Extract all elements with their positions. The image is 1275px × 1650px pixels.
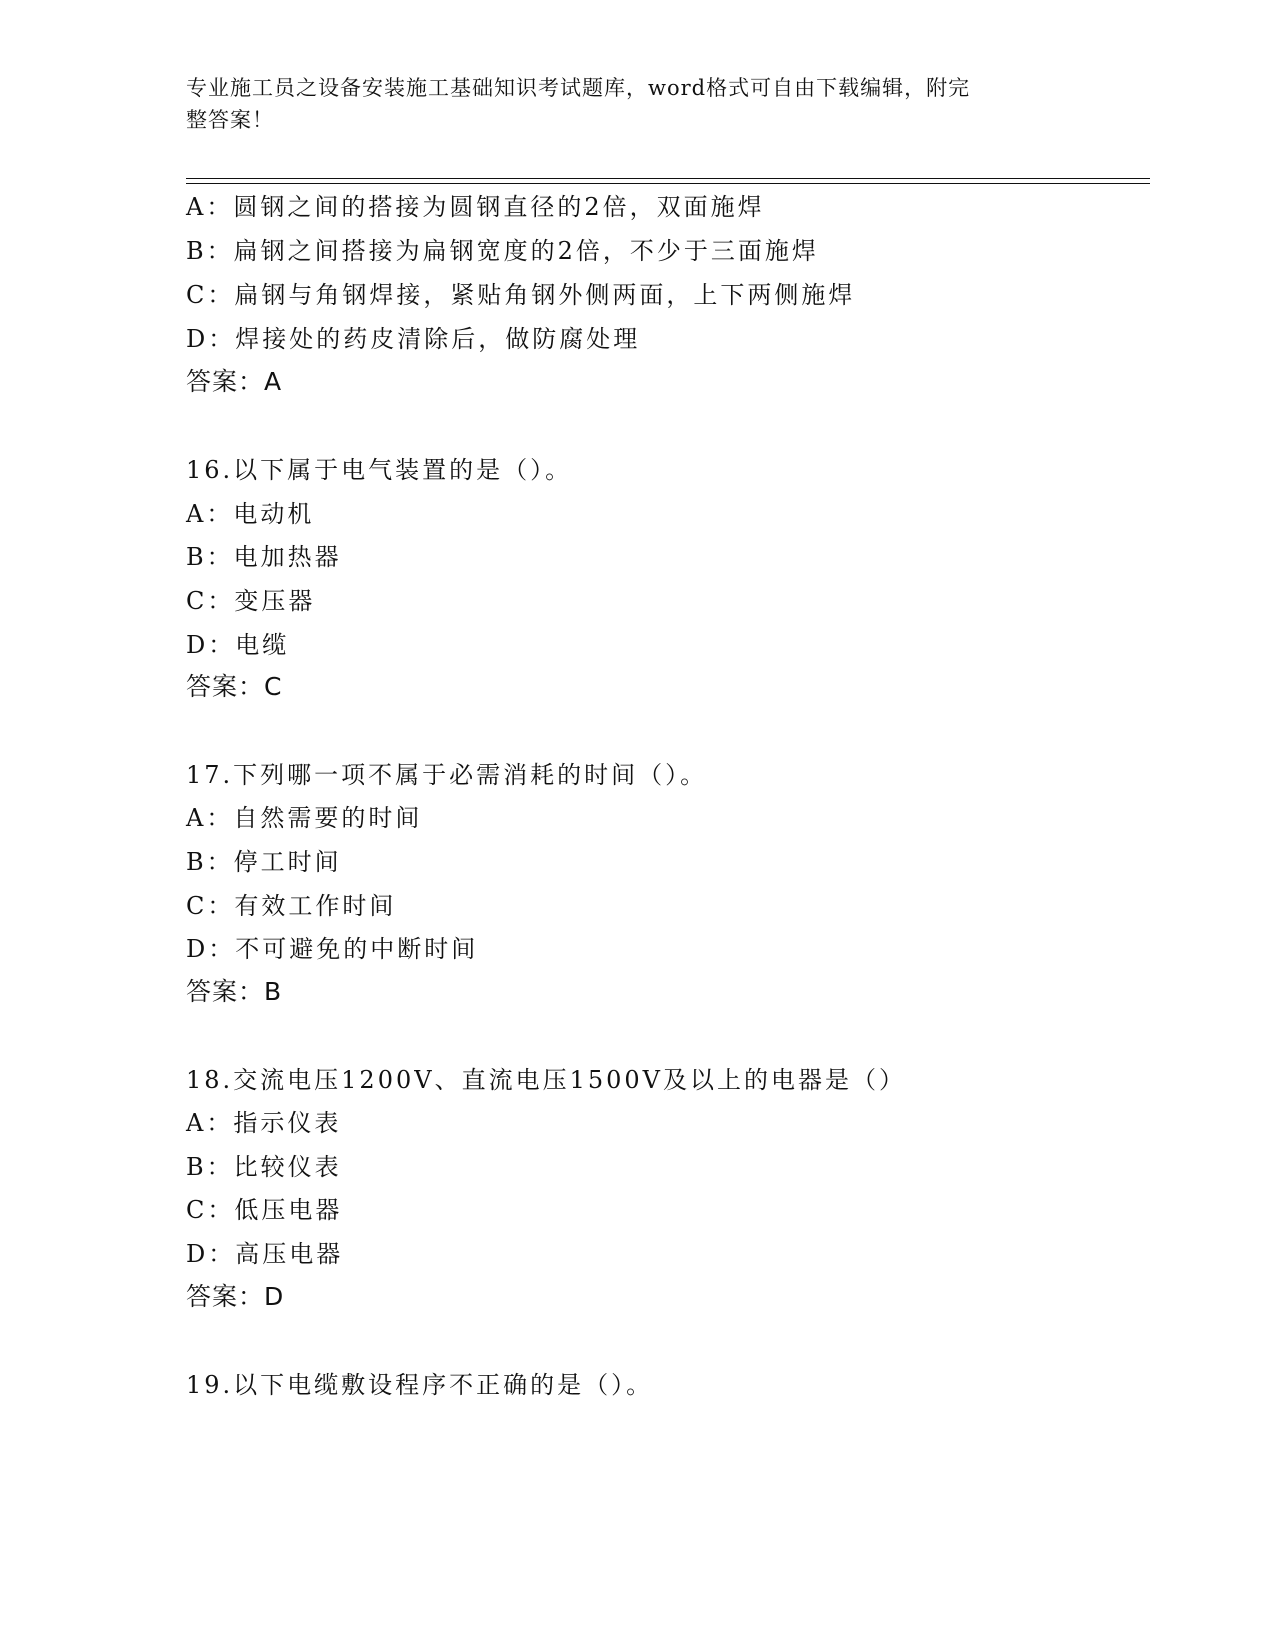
q16-option-a: A：电动机: [186, 500, 315, 528]
q16-stem: 16.以下属于电气装置的是（）。: [186, 456, 573, 484]
q15-answer: 答案：A: [186, 367, 283, 396]
q16-option-b: B：电加热器: [186, 543, 342, 571]
q17-option-b: B：停工时间: [186, 848, 342, 876]
q18-option-d: D：高压电器: [186, 1240, 344, 1268]
q19-stem: 19.以下电缆敷设程序不正确的是（）。: [186, 1371, 654, 1399]
q15-option-b: B：扁钢之间搭接为扁钢宽度的2倍，不少于三面施焊: [186, 237, 819, 265]
header-line-1: 专业施工员之设备安装施工基础知识考试题库，word格式可自由下载编辑，附完: [186, 76, 971, 100]
q17-answer: 答案：B: [186, 977, 283, 1006]
header-divider-bottom: [186, 183, 1150, 184]
q17-option-d: D：不可避免的中断时间: [186, 935, 479, 963]
q17-option-a: A：自然需要的时间: [186, 804, 423, 832]
q18-option-b: B：比较仪表: [186, 1153, 342, 1181]
q16-answer: 答案：C: [186, 672, 283, 701]
q18-option-c: C：低压电器: [186, 1196, 343, 1224]
q15-option-c: C：扁钢与角钢焊接，紧贴角钢外侧两面，上下两侧施焊: [186, 281, 856, 309]
document-header: [186, 72, 1066, 136]
q17-option-c: C：有效工作时间: [186, 892, 397, 920]
q18-answer: 答案：D: [186, 1282, 285, 1311]
q15-option-d: D：焊接处的药皮清除后，做防腐处理: [186, 325, 641, 353]
header-line-2: 整答案！: [186, 108, 274, 132]
q18-stem: 18.交流电压1200V、直流电压1500V及以上的电器是（）: [186, 1066, 906, 1094]
header-divider-top: [186, 178, 1150, 179]
q17-stem: 17.下列哪一项不属于必需消耗的时间（）。: [186, 761, 708, 789]
q18-option-a: A：指示仪表: [186, 1109, 342, 1137]
q16-option-d: D：电缆: [186, 631, 290, 659]
q15-option-a: A：圆钢之间的搭接为圆钢直径的2倍，双面施焊: [186, 193, 765, 221]
q16-option-c: C：变压器: [186, 587, 316, 615]
